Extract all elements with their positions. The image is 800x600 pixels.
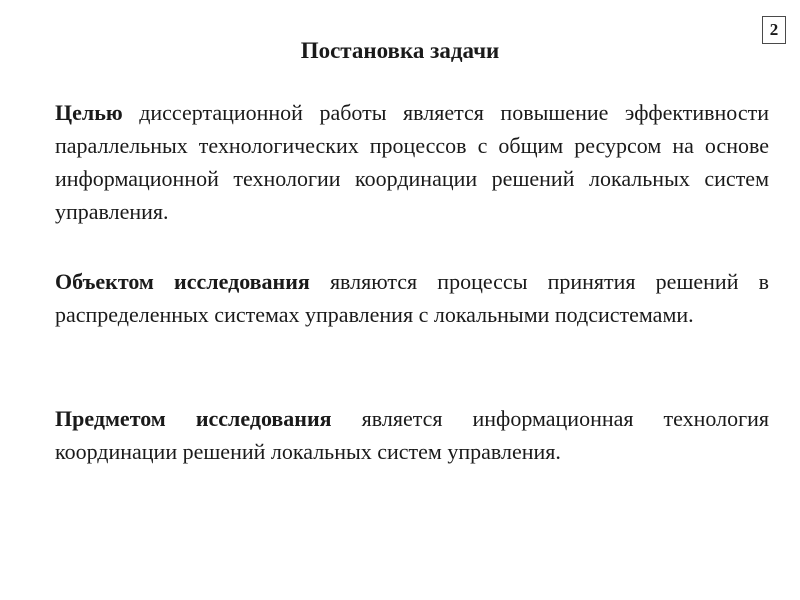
- paragraph-goal-lead: Целью: [55, 100, 123, 125]
- paragraph-subject-text: является информационная технология координации решений локальных систем управления.: [55, 406, 770, 464]
- paragraph-subject: [55, 402, 769, 468]
- page-number-badge: 2: [762, 16, 786, 44]
- paragraph-goal-text: диссертационной работы является повышение эффективности параллельных технологических процессов с общим ресурсом на основе информационной технологии координации решений локальных систем управления.: [55, 100, 770, 224]
- paragraph-object-lead: Объектом исследования: [55, 269, 310, 294]
- paragraph-object: [55, 265, 769, 331]
- paragraph-object-text: являются процессы принятия решений в распределенных системах управления с локальными подсистемами.: [55, 269, 769, 327]
- paragraph-goal: [55, 96, 769, 228]
- paragraph-subject-lead: Предметом исследования: [55, 406, 332, 431]
- slide-title: Постановка задачи: [300, 38, 500, 63]
